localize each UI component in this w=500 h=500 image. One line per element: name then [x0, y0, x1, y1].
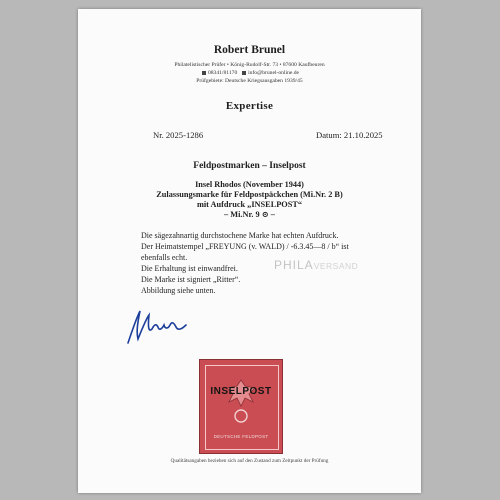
issue-line-4: – Mi.Nr. 9 ⊙ – — [224, 210, 275, 219]
expert-contact — [78, 69, 421, 77]
paragraph-line: Der Heimatstempel „FREYUNG (v. WALD) / -6.3.45—8 / b“ ist — [141, 242, 349, 251]
expert-phone: 08341/81170 — [207, 70, 238, 76]
stamp-text: DEUTSCHE FELDPOST — [213, 434, 269, 439]
issue-line-2: Zulassungsmarke für Feldpostpäckchen (Mi.Nr. 2 B) — [156, 190, 343, 199]
expert-name: Robert Brunel — [213, 44, 286, 56]
issue-line-3: mit Aufdruck „INSELPOST“ — [196, 200, 303, 209]
eagle-emblem-icon — [224, 376, 258, 428]
document-title: Expertise — [225, 100, 274, 112]
stamp-image — [199, 359, 283, 454]
issue-line-1: Insel Rhodos (November 1944) — [195, 180, 304, 189]
paragraph-line: Die sägezahnartig durchstochene Marke hat echten Aufdruck. — [141, 231, 339, 240]
watermark-main: PHILA — [274, 258, 314, 272]
certificate-number: Nr. 2025-1286 — [153, 130, 204, 140]
expert-fields: Prüfgebiete: Deutsche Kriegsausgaben 1939/45 — [196, 78, 303, 84]
signature — [122, 307, 192, 347]
email-icon — [242, 71, 246, 75]
paragraph-line: Abbildung siehe unten. — [141, 286, 216, 295]
paragraph-line: ebenfalls echt. — [141, 253, 188, 262]
expertise-certificate — [78, 9, 421, 493]
paragraph-line: Die Erhaltung ist einwandfrei. — [141, 264, 238, 273]
stamp-overprint: INSELPOST — [210, 386, 272, 397]
section-heading: Feldpostmarken – Inselpost — [193, 161, 306, 171]
watermark — [274, 258, 358, 272]
footer-note: Qualitätsangaben beziehen sich auf den Zustand zum Zeitpunkt der Prüfung — [170, 458, 329, 464]
expert-address: Philatelistischer Prüfer • König-Rudolf-Str. 73 • 87600 Kaufbeuren — [174, 62, 325, 68]
watermark-sub: VERSAND — [313, 261, 359, 271]
certificate-date: Datum: 21.10.2025 — [316, 130, 383, 140]
paragraph-line: Die Marke ist signiert „Ritter“. — [141, 275, 241, 284]
phone-icon — [202, 71, 206, 75]
expert-email: info@brunel-online.de — [248, 70, 300, 76]
